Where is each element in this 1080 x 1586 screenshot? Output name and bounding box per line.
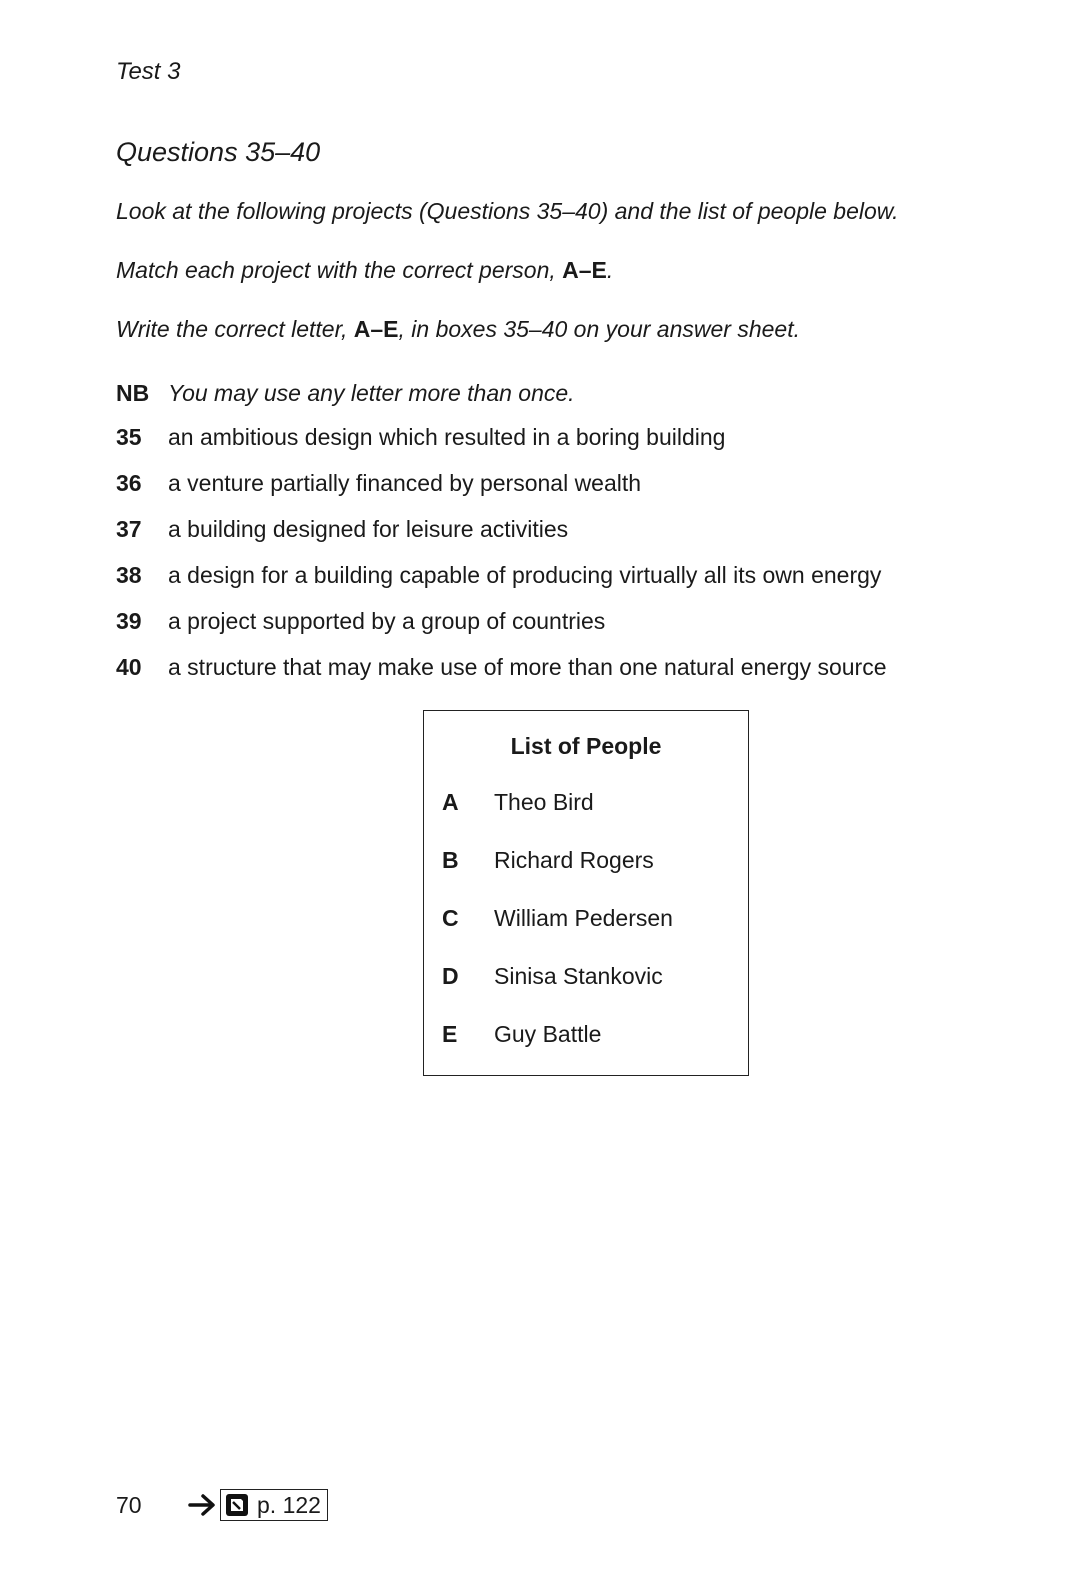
question-item (116, 562, 1016, 608)
answer-key-reference[interactable] (220, 1489, 328, 1521)
people-box-title: List of People (510, 733, 662, 759)
question-text: a venture partially financed by personal wealth (168, 470, 642, 496)
instruction-match-projects: Look at the following projects (Questions 35–40) and the list of people below. (116, 198, 899, 224)
question-text: a project supported by a group of countries (168, 608, 606, 634)
person-item (442, 905, 673, 963)
question-item (116, 608, 1016, 654)
instruction-text: Write the correct letter, (116, 316, 354, 342)
people-list (442, 789, 673, 1079)
person-item (442, 847, 673, 905)
reference-page: p. 122 (257, 1491, 321, 1518)
running-head: Test 3 (116, 58, 181, 85)
question-item (116, 654, 1016, 700)
person-name: Sinisa Stankovic (494, 963, 663, 989)
question-number: 38 (116, 562, 142, 588)
instruction-text: . (606, 257, 614, 283)
letter-range: A–E (353, 316, 399, 342)
question-item (116, 470, 1016, 516)
letter-range: A–E (562, 257, 607, 283)
instruction-answer-sheet (116, 316, 800, 343)
person-name: William Pedersen (494, 905, 673, 931)
question-list (116, 424, 1016, 700)
person-name: Richard Rogers (494, 847, 654, 873)
arrow-right-icon (188, 1493, 218, 1517)
question-text: a design for a building capable of producing virtually all its own energy (168, 562, 882, 588)
instruction-text: , in boxes 35–40 on your answer sheet. (398, 316, 800, 342)
nb-note (116, 380, 575, 407)
question-number: 35 (116, 424, 142, 450)
answer-key-icon (225, 1493, 249, 1517)
page-footer (116, 1487, 328, 1523)
page-number: 70 (116, 1491, 142, 1518)
person-item (442, 1021, 673, 1079)
question-number: 37 (116, 516, 142, 542)
question-number: 40 (116, 654, 142, 680)
section-heading: Questions 35–40 (116, 137, 321, 167)
question-text: a structure that may make use of more than one natural energy source (168, 654, 887, 680)
nb-text: You may use any letter more than once. (168, 380, 575, 406)
person-name: Guy Battle (494, 1021, 602, 1047)
nb-label: NB (116, 380, 150, 406)
person-letter: C (442, 905, 459, 931)
person-letter: B (442, 847, 459, 873)
person-letter: D (442, 963, 459, 989)
question-number: 36 (116, 470, 142, 496)
instruction-match-person (116, 257, 613, 284)
question-text: a building designed for leisure activities (168, 516, 569, 542)
question-text: an ambitious design which resulted in a boring building (168, 424, 726, 450)
question-number: 39 (116, 608, 142, 634)
instruction-text: Match each project with the correct person, (116, 257, 563, 283)
list-of-people-box (423, 710, 749, 1076)
question-item (116, 424, 1016, 470)
person-item (442, 963, 673, 1021)
person-name: Theo Bird (494, 789, 594, 815)
person-letter: E (442, 1021, 458, 1047)
question-item (116, 516, 1016, 562)
person-item (442, 789, 673, 847)
person-letter: A (442, 789, 459, 815)
